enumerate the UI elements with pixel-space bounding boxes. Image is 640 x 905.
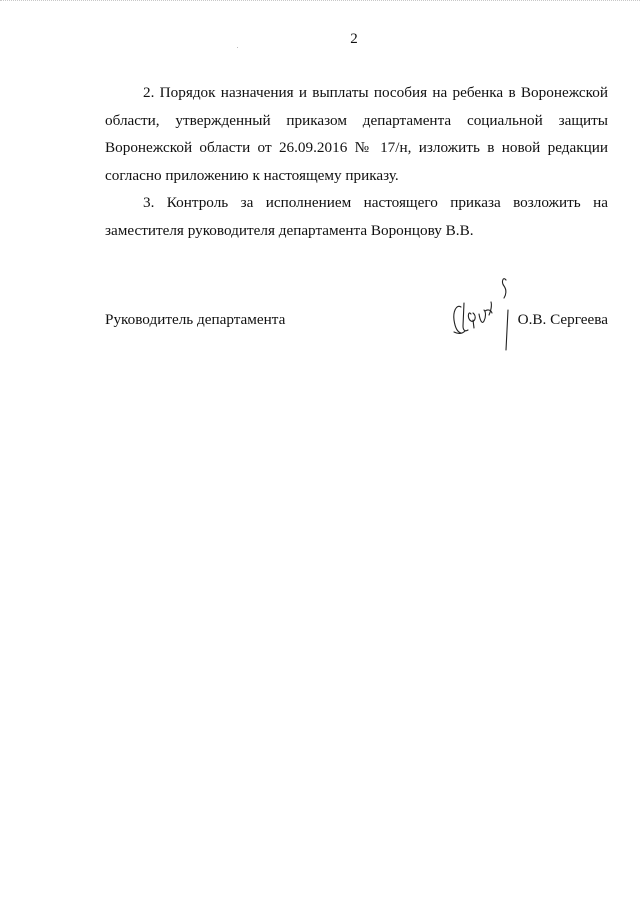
page-number: 2: [350, 31, 358, 47]
paragraph-3: 3. Контроль за исполнением настоящего приказа возложить на заместителя руководителя департамента Воронцову В.В.: [105, 194, 608, 239]
signatory-title: Руководитель департамента: [105, 311, 286, 328]
page-top-edge: [0, 0, 640, 1]
document-body: [105, 79, 608, 244]
scan-artifact: [237, 47, 238, 48]
signature-row: [105, 306, 608, 334]
paragraph-2: 2. Порядок назначения и выплаты пособия на ребенка в Воронежской области, утвержденный приказом департамента социальной защиты Воронежской области от 26.09.2016 № 17/н, изложить в новой редакции согласно приложению к настоящему приказу.: [105, 84, 608, 184]
signatory-name: О.В. Сергеева: [517, 311, 608, 328]
